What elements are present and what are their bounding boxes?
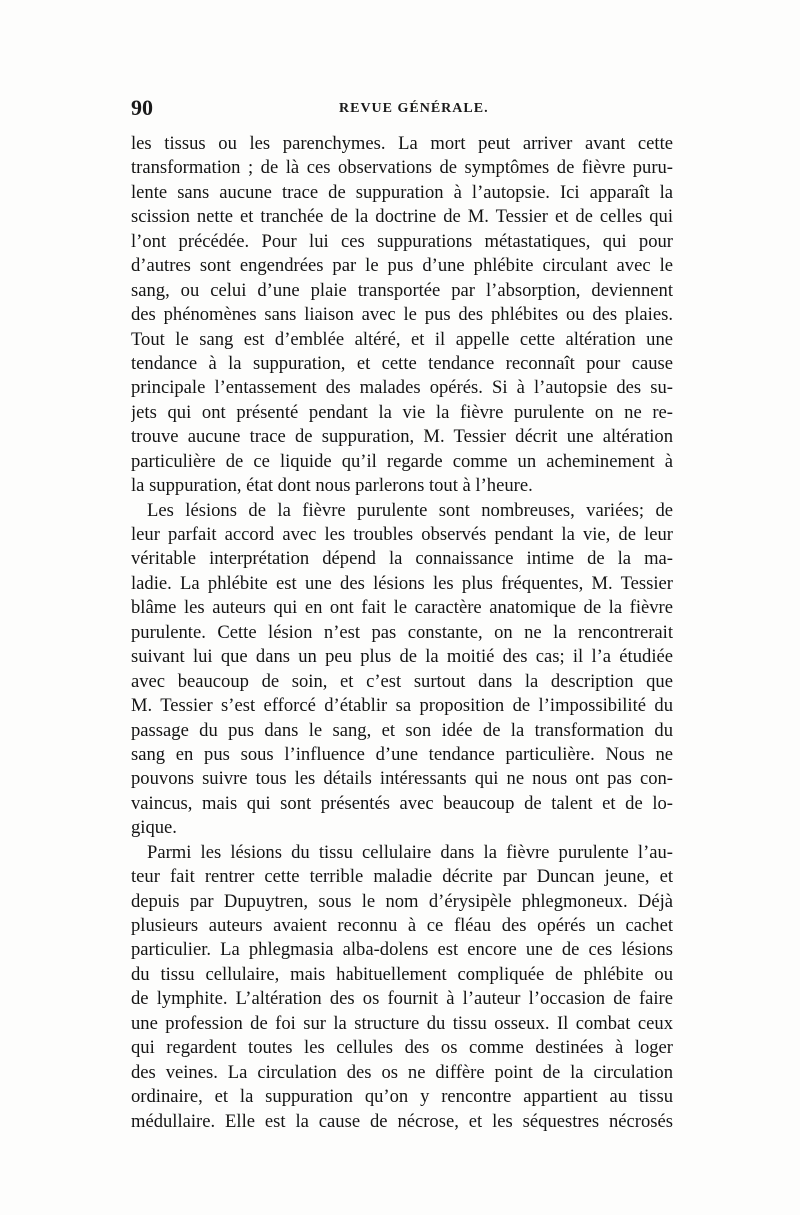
page-number: 90 <box>131 95 153 120</box>
text-line: une profession de foi sur la structure du tissu osseux. Il combat ceux <box>131 1012 673 1034</box>
text-line: avec beaucoup de soin, et c’est surtout dans la description que <box>131 670 673 692</box>
text-line: gique. <box>131 817 177 839</box>
text-line: de lymphite. L’altération des os fournit à l’auteur l’occasion de faire <box>131 988 673 1010</box>
text-line: l’ont précédée. Pour lui ces suppurations métastatiques, qui pour <box>131 230 673 252</box>
text-line: scission nette et tranchée de la doctrine de M. Tessier et de celles qui <box>131 206 673 228</box>
text-line: purulente. Cette lésion n’est pas constante, on ne la rencontrerait <box>131 621 673 643</box>
paragraph-start-line: Les lésions de la fièvre purulente sont nombreuses, variées; de <box>147 499 673 521</box>
text-line: médullaire. Elle est la cause de nécrose, et les séquestres nécrosés <box>131 1110 673 1132</box>
text-line: tendance à la suppuration, et cette tendance reconnaît pour cause <box>131 352 673 374</box>
text-line: lente sans aucune trace de suppuration à l’autopsie. Ici apparaît la <box>131 181 673 203</box>
text-line: trouve aucune trace de suppuration, M. Tessier décrit une altération <box>131 426 673 448</box>
text-line: plusieurs auteurs avaient reconnu à ce fléau des opérés un cachet <box>131 915 673 936</box>
text-line: véritable interprétation dépend la connaissance intime de la ma- <box>131 548 673 570</box>
paragraph-start-line: Parmi les lésions du tissu cellulaire dans la fièvre purulente l’au- <box>147 841 673 863</box>
running-head: REVUE GÉNÉRALE. <box>339 101 489 116</box>
text-line: leur parfait accord avec les troubles observés pendant la vie, de leur <box>131 524 673 545</box>
text-line: depuis par Dupuytren, sous le nom d’érysipèle phlegmoneux. Déjà <box>131 890 673 912</box>
text-line: blâme les auteurs qui en ont fait le caractère anatomique de la fièvre <box>131 597 673 619</box>
text-line: suivant lui que dans un peu plus de la moitié des cas; il l’a étudiée <box>131 646 673 668</box>
text-line: teur fait rentrer cette terrible maladie décrite par Duncan jeune, et <box>131 866 673 888</box>
text-line: Tout le sang est d’emblée altéré, et il appelle cette altération une <box>131 328 673 350</box>
text-line: des veines. La circulation des os ne diffère point de la circulation <box>131 1061 673 1083</box>
body-text <box>131 132 673 1134</box>
text-line: la suppuration, état dont nous parlerons tout à l’heure. <box>131 475 533 497</box>
text-line: des phénomènes sans liaison avec le pus des phlébites ou des plaies. <box>131 304 673 326</box>
text-line: sang, ou celui d’une plaie transportée par l’absorption, deviennent <box>131 279 673 301</box>
text-line: vaincus, mais qui sont présentés avec beaucoup de talent et de lo- <box>131 792 673 814</box>
text-line: particulier. La phlegmasia alba-dolens est encore une de ces lésions <box>131 939 673 961</box>
text-line: qui regardent toutes les cellules des os comme destinées à loger <box>131 1037 673 1059</box>
text-line: transformation ; de là ces observations de symptômes de fièvre puru- <box>131 157 673 179</box>
text-line: du tissu cellulaire, mais habituellement compliquée de phlébite ou <box>131 963 673 985</box>
text-line: les tissus ou les parenchymes. La mort peut arriver avant cette <box>131 133 673 154</box>
text-line: M. Tessier s’est efforcé d’établir sa proposition de l’impossibilité du <box>131 695 673 717</box>
text-line: ladie. La phlébite est une des lésions les plus fréquentes, M. Tessier <box>131 572 673 594</box>
text-line: particulière de ce liquide qu’il regarde comme un acheminement à <box>131 450 673 472</box>
page-header <box>131 95 673 125</box>
text-line: d’autres sont engendrées par le pus d’une phlébite circulant avec le <box>131 255 673 277</box>
text-line: pouvons suivre tous les détails intéressants qui ne nous ont pas con- <box>131 768 673 790</box>
text-line: principale l’entassement des malades opérés. Si à l’autopsie des su- <box>131 377 673 399</box>
text-line: sang en pus sous l’influence d’une tendance particulière. Nous ne <box>131 743 673 765</box>
text-line: ordinaire, et la suppuration qu’on y rencontre appartient au tissu <box>131 1086 673 1108</box>
text-line: jets qui ont présenté pendant la vie la fièvre purulente on ne re- <box>131 401 673 423</box>
text-line: passage du pus dans le sang, et son idée de la transformation du <box>131 719 673 741</box>
